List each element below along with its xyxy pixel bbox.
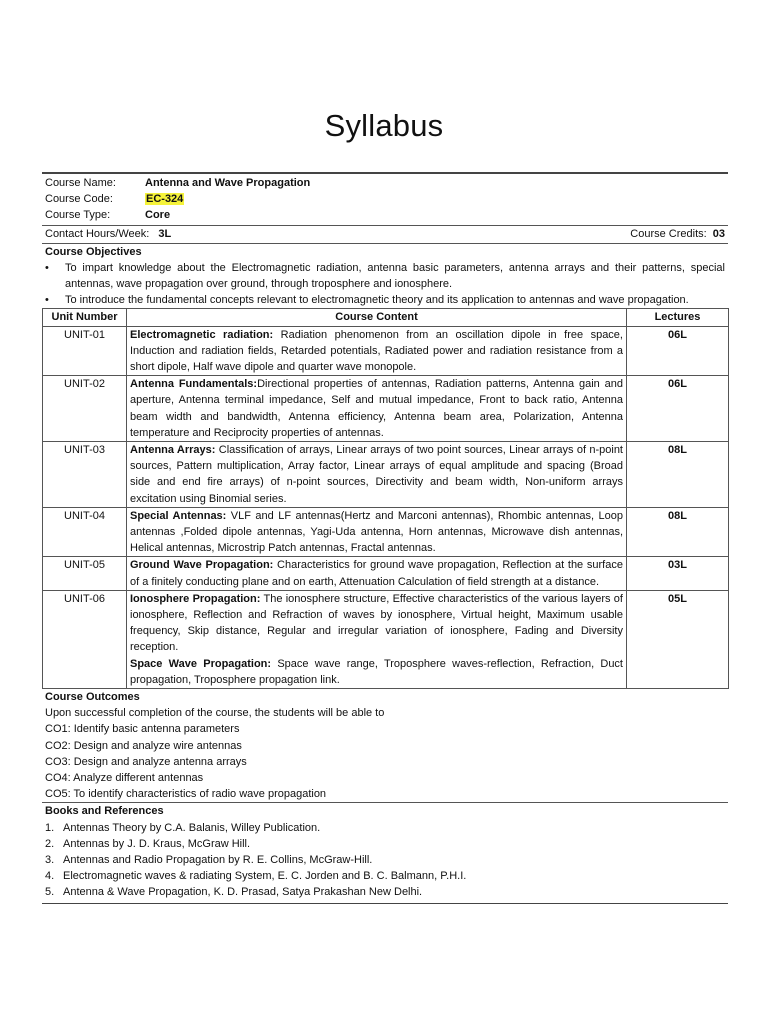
- objective-item: [42, 260, 728, 292]
- reference-text: Antennas Theory by C.A. Balanis, Willey Publication.: [63, 821, 321, 834]
- unit-title: Antenna Fundamentals:: [130, 378, 258, 391]
- course-credits-label: Course Credits:: [630, 227, 707, 240]
- objective-text: To introduce the fundamental concepts relevant to electromagnetic theory and its application to antennas and wave propagation.: [65, 294, 689, 307]
- lectures-header: Lectures: [627, 309, 729, 326]
- contact-hours-value: 3L: [158, 227, 172, 240]
- reference-number: 3.: [45, 853, 55, 866]
- unit-lectures: 03L: [627, 557, 729, 590]
- course-code-label: Course Code:: [45, 193, 113, 206]
- unit-description: The ionosphere structure, Effective characteristics of the various layers of ionosphere, Reflection and Refraction of waves by ionosphere, Virtual height, Maximum usable frequency, Skip distance, Regular and irregular variation of ionosphere, Fading and Diversity reception.: [130, 592, 623, 654]
- unit-lectures: 06L: [627, 376, 729, 442]
- course-code-row: [45, 191, 728, 207]
- unit-content: [127, 507, 627, 557]
- unit-lectures: 08L: [627, 442, 729, 508]
- table-row: [43, 590, 729, 688]
- unit-description: Radiation phenomenon from an oscillation dipole in free space, Induction and radiation fields, Retarded potentials, Radiated power and radiation resistance from a short dipole, Half wave dipole and quarter wave monopole.: [130, 328, 623, 373]
- list-item: [45, 884, 728, 900]
- course-content-header: Course Content: [127, 309, 627, 326]
- table-row: [43, 442, 729, 508]
- page-title: Syllabus: [324, 108, 444, 143]
- reference-text: Antennas and Radio Propagation by R. E. Collins, McGraw-Hill.: [63, 853, 373, 866]
- list-item: [45, 836, 728, 852]
- list-item: CO2: Design and analyze wire antennas: [45, 739, 242, 752]
- references-heading: Books and References: [42, 802, 728, 819]
- objective-item: [42, 292, 728, 308]
- table-header-row: [43, 309, 729, 326]
- unit-number: UNIT-02: [43, 376, 127, 442]
- bullet: •: [45, 261, 49, 274]
- unit-lectures: 06L: [627, 326, 729, 376]
- unit-title: Ionosphere Propagation:: [130, 592, 261, 605]
- unit-description: Directional properties of antennas, Radiation patterns, Antenna gain and aperture, Antenna terminal impedance, Self and mutual impedance, Front to back ratio, Antenna beam width and bandwidth, Antenna efficiency, Antenna beam area, Polarization, Antenna temperature and Reciprocity properties of antennas.: [130, 378, 623, 439]
- unit-content: [127, 376, 627, 442]
- reference-number: 5.: [45, 886, 55, 899]
- reference-number: 4.: [45, 870, 55, 883]
- course-type-label: Course Type:: [45, 209, 111, 222]
- unit-content: [127, 590, 627, 688]
- unit-number: UNIT-01: [43, 326, 127, 376]
- unit-title: Antenna Arrays:: [130, 444, 216, 456]
- reference-number: 2.: [45, 837, 55, 850]
- reference-text: Antennas by J. D. Kraus, McGraw Hill.: [63, 837, 251, 850]
- unit-title: Ground Wave Propagation:: [130, 559, 274, 572]
- course-name-label: Course Name:: [45, 177, 116, 189]
- units-table: [42, 308, 729, 689]
- list-item: CO3: Design and analyze antenna arrays: [45, 755, 247, 768]
- course-type-row: [45, 207, 728, 223]
- outcomes-list: [42, 705, 728, 802]
- unit-title: Special Antennas:: [130, 509, 227, 522]
- list-item: CO1: Identify basic antenna parameters: [45, 723, 240, 736]
- course-info: [42, 174, 728, 225]
- list-item: CO4: Analyze different antennas: [45, 772, 204, 784]
- unit-number-header: Unit Number: [43, 309, 127, 326]
- contact-hours-row: [42, 225, 728, 243]
- list-item: [45, 820, 728, 836]
- course-name-value: Antenna and Wave Propagation: [145, 177, 311, 189]
- course-type-value: Core: [145, 209, 171, 222]
- reference-text: Antenna & Wave Propagation, K. D. Prasad, Satya Prakashan New Delhi.: [63, 886, 423, 899]
- unit-number: UNIT-03: [43, 442, 127, 508]
- reference-number: 1.: [45, 821, 55, 834]
- course-credits-value: 03: [712, 227, 725, 240]
- bullet: •: [45, 294, 49, 307]
- unit-title: Electromagnetic radiation:: [130, 328, 274, 341]
- outcomes-intro: Upon successful completion of the course, the students will be able to: [45, 707, 385, 720]
- table-row: [43, 376, 729, 442]
- table-row: [43, 557, 729, 590]
- unit-content: [127, 442, 627, 508]
- unit-subdescription: Space wave range, Troposphere waves-reflection, Refraction, Duct propagation, Troposphere propagation link.: [130, 657, 623, 686]
- references-list: [42, 820, 728, 903]
- objectives-heading: Course Objectives: [42, 243, 728, 260]
- unit-number: UNIT-06: [43, 590, 127, 688]
- unit-lectures: 08L: [627, 507, 729, 557]
- unit-number: UNIT-05: [43, 557, 127, 590]
- table-row: [43, 326, 729, 376]
- unit-content: [127, 326, 627, 376]
- course-name-row: [45, 175, 728, 191]
- reference-text: Electromagnetic waves & radiating System, E. C. Jorden and B. C. Balmann, P.H.I.: [63, 870, 467, 883]
- unit-description: Classification of arrays, Linear arrays of two point sources, Linear arrays of n-point sources, Pattern multiplication, Array factor, Linear arrays of equal amplitude and spacing (Broad side and end fire arrays) of n-point sources, Directivity and beam width, Non-uniform arrays excitation using Binomial series.: [130, 444, 623, 505]
- unit-number: UNIT-04: [43, 507, 127, 557]
- outcomes-heading: Course Outcomes: [45, 691, 140, 704]
- unit-lectures: 05L: [627, 590, 729, 688]
- objective-text: To impart knowledge about the Electromagnetic radiation, antenna basic parameters, antenna arrays and their patterns, special antennas, wave propagation over ground, through troposphere and ionosphere.: [65, 261, 725, 290]
- unit-description: Characteristics for ground wave propagation, Reflection at the surface of a finitely conducting plane and on earth, Attenuation Calculation of field strength at a distance.: [130, 559, 623, 588]
- list-item: CO5: To identify characteristics of radio wave propagation: [45, 788, 327, 801]
- unit-description: VLF and LF antennas(Hertz and Marconi antennas), Rhombic antennas, Loop antennas ,Folded dipole antennas, Yagi-Uda antenna, Horn antennas, Microwave dish antennas, Helical antennas, Microstrip Patch antennas, Fractal antennas.: [130, 509, 623, 555]
- list-item: [45, 868, 728, 884]
- syllabus-document: [42, 172, 728, 904]
- table-row: [43, 507, 729, 557]
- list-item: [45, 852, 728, 868]
- contact-hours-label: Contact Hours/Week:: [45, 227, 150, 240]
- unit-content: [127, 557, 627, 590]
- course-code-value: EC-324: [146, 193, 184, 206]
- unit-subtitle: Space Wave Propagation:: [130, 657, 272, 670]
